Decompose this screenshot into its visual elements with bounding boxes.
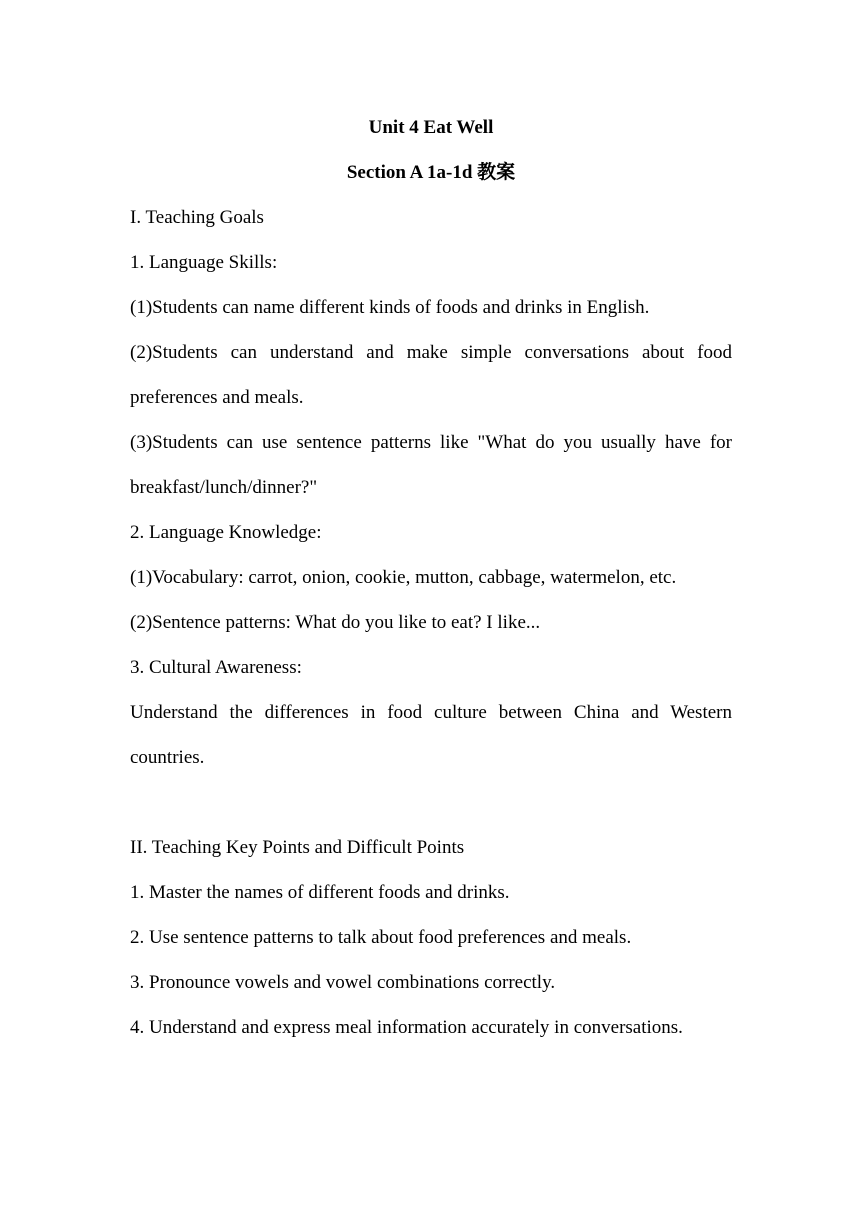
key-point-2: 2. Use sentence patterns to talk about food preferences and meals. bbox=[130, 927, 632, 948]
section1-heading: I. Teaching Goals bbox=[130, 207, 264, 228]
section2-heading: II. Teaching Key Points and Difficult Points bbox=[130, 837, 465, 858]
document-subtitle: Section A 1a-1d 教案 bbox=[346, 162, 516, 183]
language-knowledge-heading: 2. Language Knowledge: bbox=[130, 522, 322, 543]
language-skills-heading: 1. Language Skills: bbox=[130, 252, 278, 273]
cultural-awareness-heading: 3. Cultural Awareness: bbox=[130, 657, 302, 678]
language-skills-item-1: (1)Students can name different kinds of foods and drinks in English. bbox=[130, 297, 650, 318]
cultural-awareness-text-line-2: countries. bbox=[130, 747, 205, 768]
document-title: Unit 4 Eat Well bbox=[368, 117, 494, 138]
language-knowledge-item-2: (2)Sentence patterns: What do you like to eat? I like... bbox=[130, 612, 541, 633]
key-point-4: 4. Understand and express meal information accurately in conversations. bbox=[130, 1017, 683, 1038]
language-knowledge-item-1: (1)Vocabulary: carrot, onion, cookie, mutton, cabbage, watermelon, etc. bbox=[130, 567, 677, 588]
key-point-1: 1. Master the names of different foods and drinks. bbox=[130, 882, 510, 903]
language-skills-item-2-line-2: preferences and meals. bbox=[130, 387, 304, 408]
language-skills-item-3-line-2: breakfast/lunch/dinner?" bbox=[130, 477, 318, 498]
language-skills-item-2-line-1: (2)Students can understand and make simple conversations about food bbox=[130, 342, 732, 363]
cultural-awareness-text-line-1: Understand the differences in food culture between China and Western bbox=[130, 702, 732, 723]
language-skills-item-3-line-1: (3)Students can use sentence patterns like "What do you usually have for bbox=[130, 432, 732, 453]
key-point-3: 3. Pronounce vowels and vowel combinations correctly. bbox=[130, 972, 556, 993]
